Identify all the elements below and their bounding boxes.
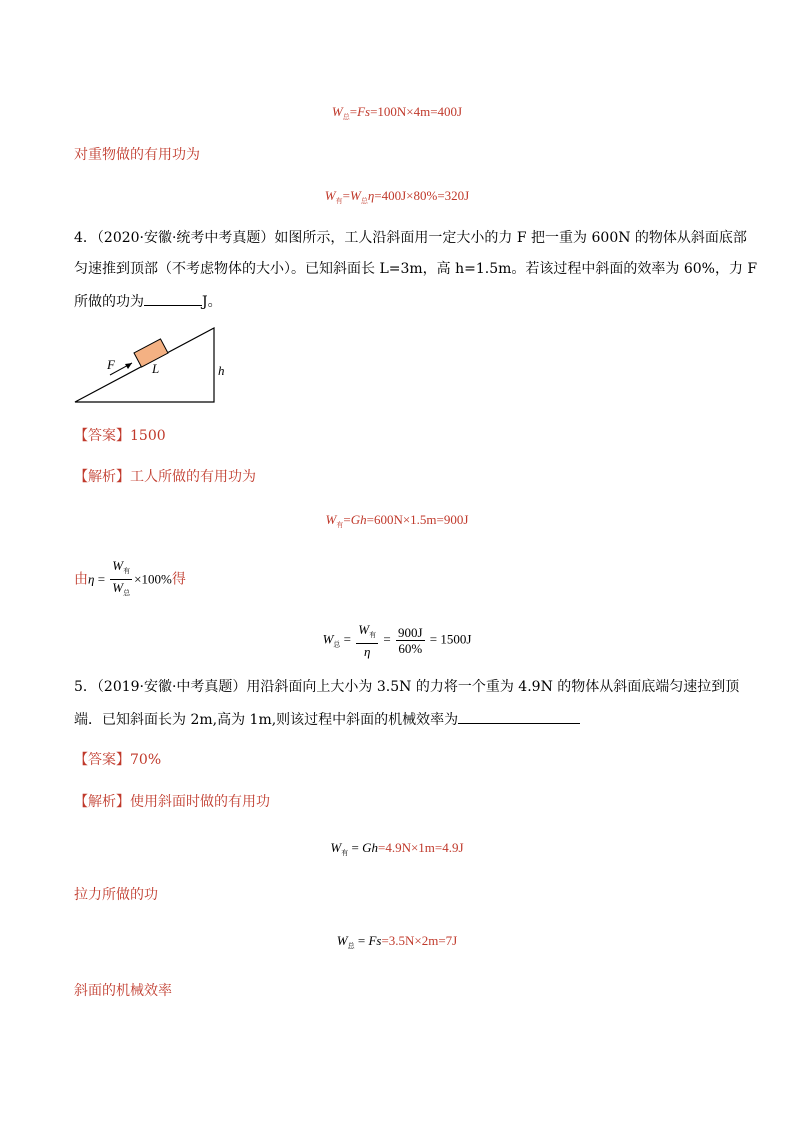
text-useful-on-weight: 对重物做的有用功为 (74, 147, 200, 163)
q5-equation-useful: $W_有 = Gh=4.9N\times 1m=4.9J$ (330, 840, 464, 857)
question-5-line-2: 端．已知斜面长为 2m,高为 1m,则该过程中斜面的机械效率为 (74, 709, 580, 729)
equation-total-work: $W_总=Fs=100N\times 4m=400J$ (331, 104, 463, 121)
label-L: L (152, 361, 160, 376)
q4-equation-total: $W_总$ = $\frac{W_有}{\eta}$ = $\frac{900J}{60\%}$ = 1500J (322, 622, 472, 659)
block (134, 339, 168, 367)
text-mechanical-efficiency: 斜面的机械效率 (74, 983, 172, 999)
question-4-line-3: 所做的功为 J。 (74, 291, 222, 311)
equation-useful-work: $W_有=W_总\eta=400J\times 80\%=320J$ (324, 188, 470, 205)
q5-analysis: 【解析】使用斜面时做的有用功 (74, 794, 270, 810)
text-pull-work: 拉力所做的功 (74, 887, 158, 903)
incline-diagram (70, 325, 230, 410)
fraction: $\frac{W_有}{W_总}$ (112, 558, 131, 597)
q4-efficiency-formula: 由η = $\frac{W_有}{W_总}$ ×100%得 (74, 558, 186, 601)
label-F: F (107, 357, 115, 372)
q5-answer: 【答案】70% (74, 752, 162, 768)
question-5-line-1: 5．（2019·安徽·中考真题）用沿斜面向上大小为 3.5N 的力将一个重为 4.9N 的物体从斜面底端匀速拉到顶 (74, 679, 740, 695)
label-h: h (218, 363, 225, 378)
q4-answer: 【答案】1500 (74, 428, 166, 444)
question-4-line-2: 匀速推到顶部（不考虑物体的大小）。已知斜面长 L=3m，高 h=1.5m。若该过程中斜面的效率为 60%，力 F (74, 261, 758, 277)
question-4-line-1: 4．（2020·安徽·统考中考真题）如图所示，工人沿斜面用一定大小的力 F 把一重为 600N 的物体从斜面底部 (74, 230, 747, 246)
answer-blank (458, 709, 580, 724)
q4-equation-useful: $W_有=Gh=600N\times 1.5m=900J$ (325, 512, 469, 529)
answer-blank (144, 291, 202, 306)
q5-equation-total: $W_总 = Fs=3.5N\times 2m=7J$ (336, 933, 458, 950)
q4-analysis: 【解析】工人所做的有用功为 (74, 469, 256, 485)
